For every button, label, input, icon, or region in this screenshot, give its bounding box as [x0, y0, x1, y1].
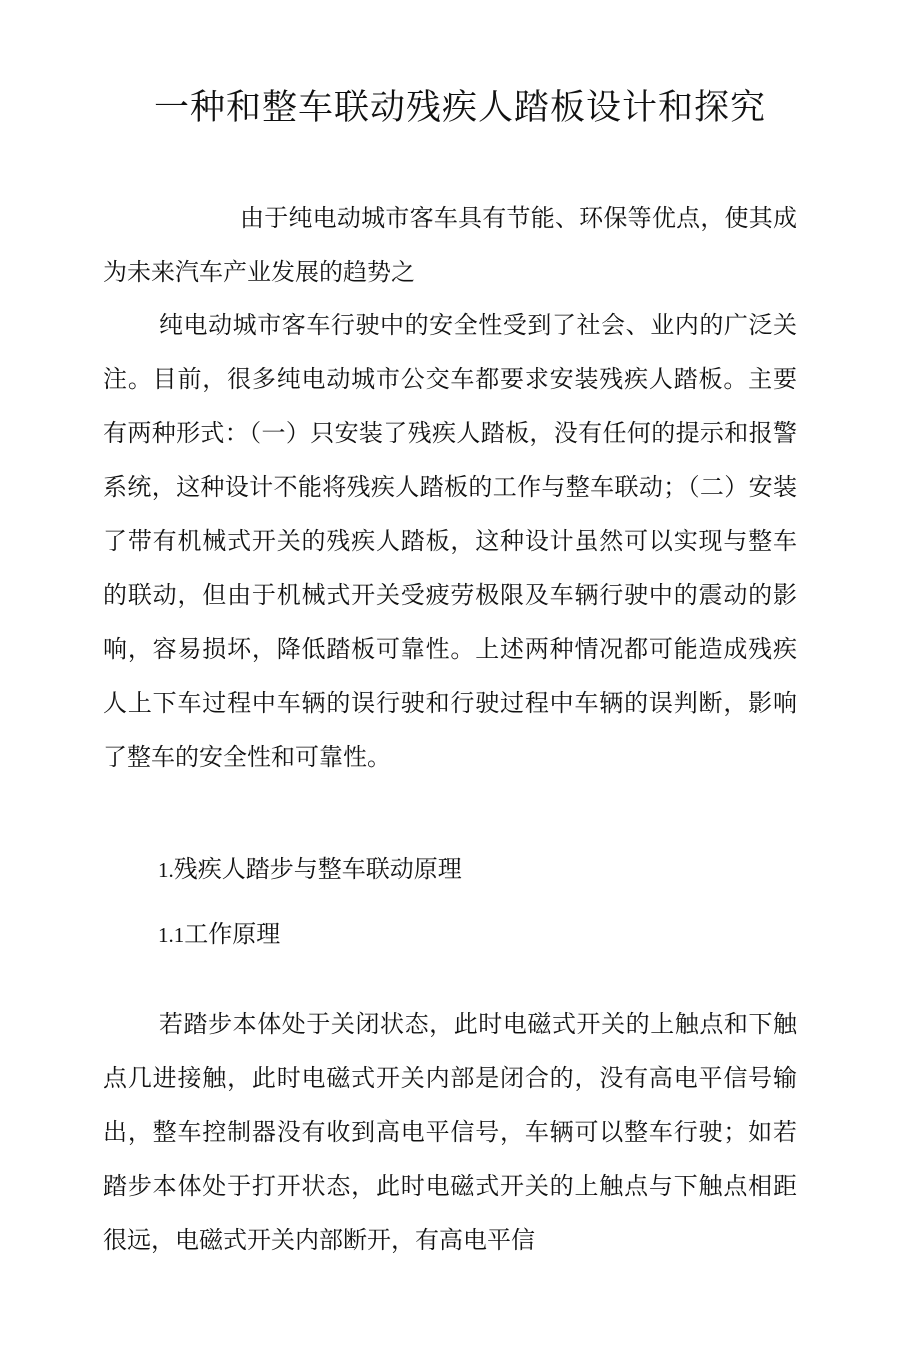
subsection-heading-text: 工作原理: [184, 920, 281, 948]
intro-paragraph: 由于纯电动城市客车具有节能、环保等优点，使其成为未来汽车产业发展的趋势之: [103, 204, 797, 286]
section-heading-text: 残疾人踏步与整车联动原理: [173, 855, 462, 883]
section-heading-1-1: [158, 914, 280, 955]
document-title: 一种和整车联动残疾人踏板设计和探究: [153, 88, 766, 128]
subsection-number: 1.1: [158, 923, 185, 947]
background-paragraph: 纯电动城市客车行驶中的安全性受到了社会、业内的广泛关注。目前，很多纯电动城市公交车都要求安装残疾人踏板。主要有两种形式：（一）只安装了残疾人踏板，没有任何的提示和报警系统，这种设计不能将残疾人踏板的工作与整车联动；（二）安装了带有机械式开关的残疾人踏板，这种设计虽然可以实现与整车的联动，但由于机械式开关受疲劳极限及车辆行驶中的震动的影响，容易损坏，降低踏板可靠性。上述两种情况都可能造成残疾人上下车过程中车辆的误行驶和行驶过程中车辆的误判断，影响了整车的安全性和可靠性。: [103, 311, 797, 771]
principle-paragraph: 若踏步本体处于关闭状态，此时电磁式开关的上触点和下触点几进接触，此时电磁式开关内部是闭合的，没有高电平信号输出，整车控制器没有收到高电平信号，车辆可以整车行驶；如若踏步本体处于打开状态，此时电磁式开关的上触点与下触点相距很远，电磁式开关内部断开，有高电平信: [103, 1010, 797, 1254]
section-number: 1.: [158, 858, 174, 882]
section-heading-1: [158, 849, 462, 890]
